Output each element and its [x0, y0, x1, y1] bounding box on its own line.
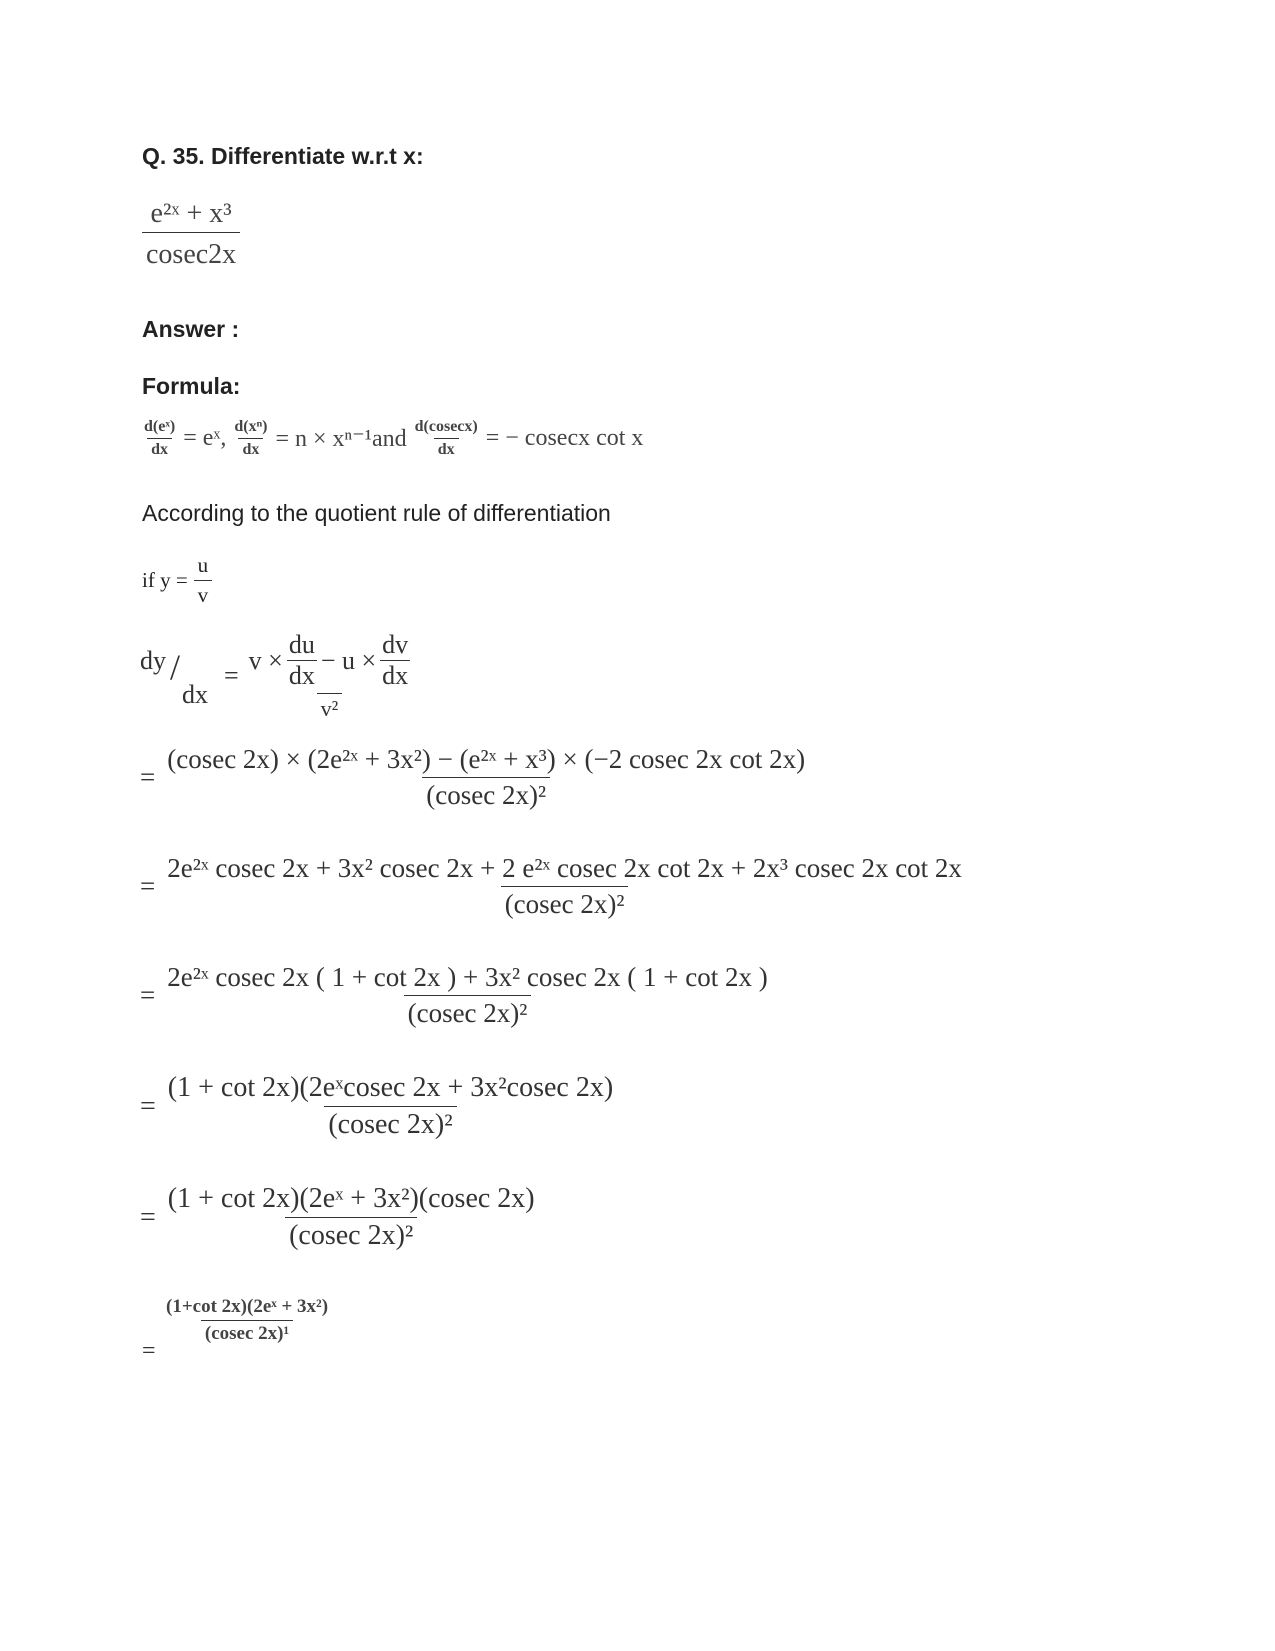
- step-4: [140, 1072, 617, 1141]
- final-denominator: (cosec 2x)¹: [201, 1320, 293, 1345]
- step-5-equals: =: [140, 1201, 156, 1233]
- if-y-numerator: u: [197, 553, 209, 577]
- question-expression: [142, 198, 240, 271]
- quotient-rule-formula: [140, 630, 414, 722]
- if-y-definition: [142, 553, 212, 608]
- dy-label: dy: [140, 646, 166, 675]
- final-numerator: (1+cot 2x)(2eˣ + 3x²): [166, 1296, 329, 1317]
- dy-dx-equals: =: [224, 661, 239, 690]
- step-2: [140, 853, 966, 920]
- step-2-denominator: (cosec 2x)²: [501, 886, 629, 920]
- if-y-denominator: v: [194, 580, 213, 608]
- final-fraction: [162, 1296, 332, 1345]
- question-denominator: cosec2x: [142, 232, 240, 271]
- step-2-numerator: 2e²ˣ cosec 2x + 3x² cosec 2x + 2 e²ˣ cosec 2x cot 2x + 2x³ cosec 2x cot 2x: [167, 853, 962, 883]
- step-3-equals: =: [140, 980, 156, 1010]
- formula-2-numerator: d(xⁿ): [234, 418, 268, 435]
- formula-1-rhs: = eˣ,: [183, 425, 227, 451]
- step-4-denominator: (cosec 2x)²: [324, 1106, 456, 1141]
- dx-label: dx: [182, 680, 208, 709]
- dy-dx-lhs: dy / dx: [140, 646, 208, 709]
- step-5: [140, 1183, 539, 1252]
- step-1-equals: =: [140, 762, 156, 792]
- step-3-denominator: (cosec 2x)²: [404, 995, 532, 1029]
- step-1-denominator: (cosec 2x)²: [422, 777, 550, 811]
- formula-2-denominator: dx: [238, 438, 263, 459]
- answer-label: Answer :: [142, 316, 240, 342]
- formula-line: [140, 418, 647, 459]
- step-4-equals: =: [140, 1090, 156, 1122]
- minus-u-times: − u ×: [320, 645, 377, 675]
- step-4-numerator: (1 + cot 2x)(2eˣcosec 2x + 3x²cosec 2x): [167, 1072, 614, 1103]
- v-times: v ×: [248, 645, 283, 675]
- dv-label: dv: [382, 630, 409, 659]
- formula-2-rhs: = n × xⁿ⁻¹and: [275, 426, 407, 452]
- v-squared: v²: [317, 693, 343, 722]
- step-1: [140, 744, 809, 811]
- quotient-rule-text: According to the quotient rule of differentiation: [142, 500, 611, 526]
- formula-1-denominator: dx: [147, 438, 172, 459]
- du-dx-label: dx: [288, 661, 315, 690]
- step-5-denominator: (cosec 2x)²: [285, 1217, 417, 1252]
- question-title: Q. 35. Differentiate w.r.t x:: [142, 143, 424, 169]
- question-numerator: e²ˣ + x³: [150, 198, 232, 229]
- step-3: [140, 962, 772, 1029]
- step-3-numerator: 2e²ˣ cosec 2x ( 1 + cot 2x ) + 3x² cosec 2x ( 1 + cot 2x ): [167, 962, 768, 992]
- formula-1-numerator: d(eˣ): [144, 418, 176, 435]
- dv-dx-label: dx: [382, 661, 409, 690]
- step-1-numerator: (cosec 2x) × (2e²ˣ + 3x²) − (e²ˣ + x³) × (−2 cosec 2x cot 2x): [167, 744, 806, 774]
- formula-3-numerator: d(cosecx): [414, 418, 478, 435]
- formula-label: Formula:: [142, 373, 241, 399]
- du-label: du: [288, 630, 315, 659]
- formula-3-denominator: dx: [434, 438, 459, 459]
- formula-3-rhs: = − cosecx cot x: [485, 425, 644, 451]
- if-y-lhs: if y =: [142, 568, 188, 592]
- step-2-equals: =: [140, 871, 156, 901]
- final-equals: =: [142, 1338, 156, 1364]
- step-5-numerator: (1 + cot 2x)(2eˣ + 3x²)(cosec 2x): [167, 1183, 535, 1214]
